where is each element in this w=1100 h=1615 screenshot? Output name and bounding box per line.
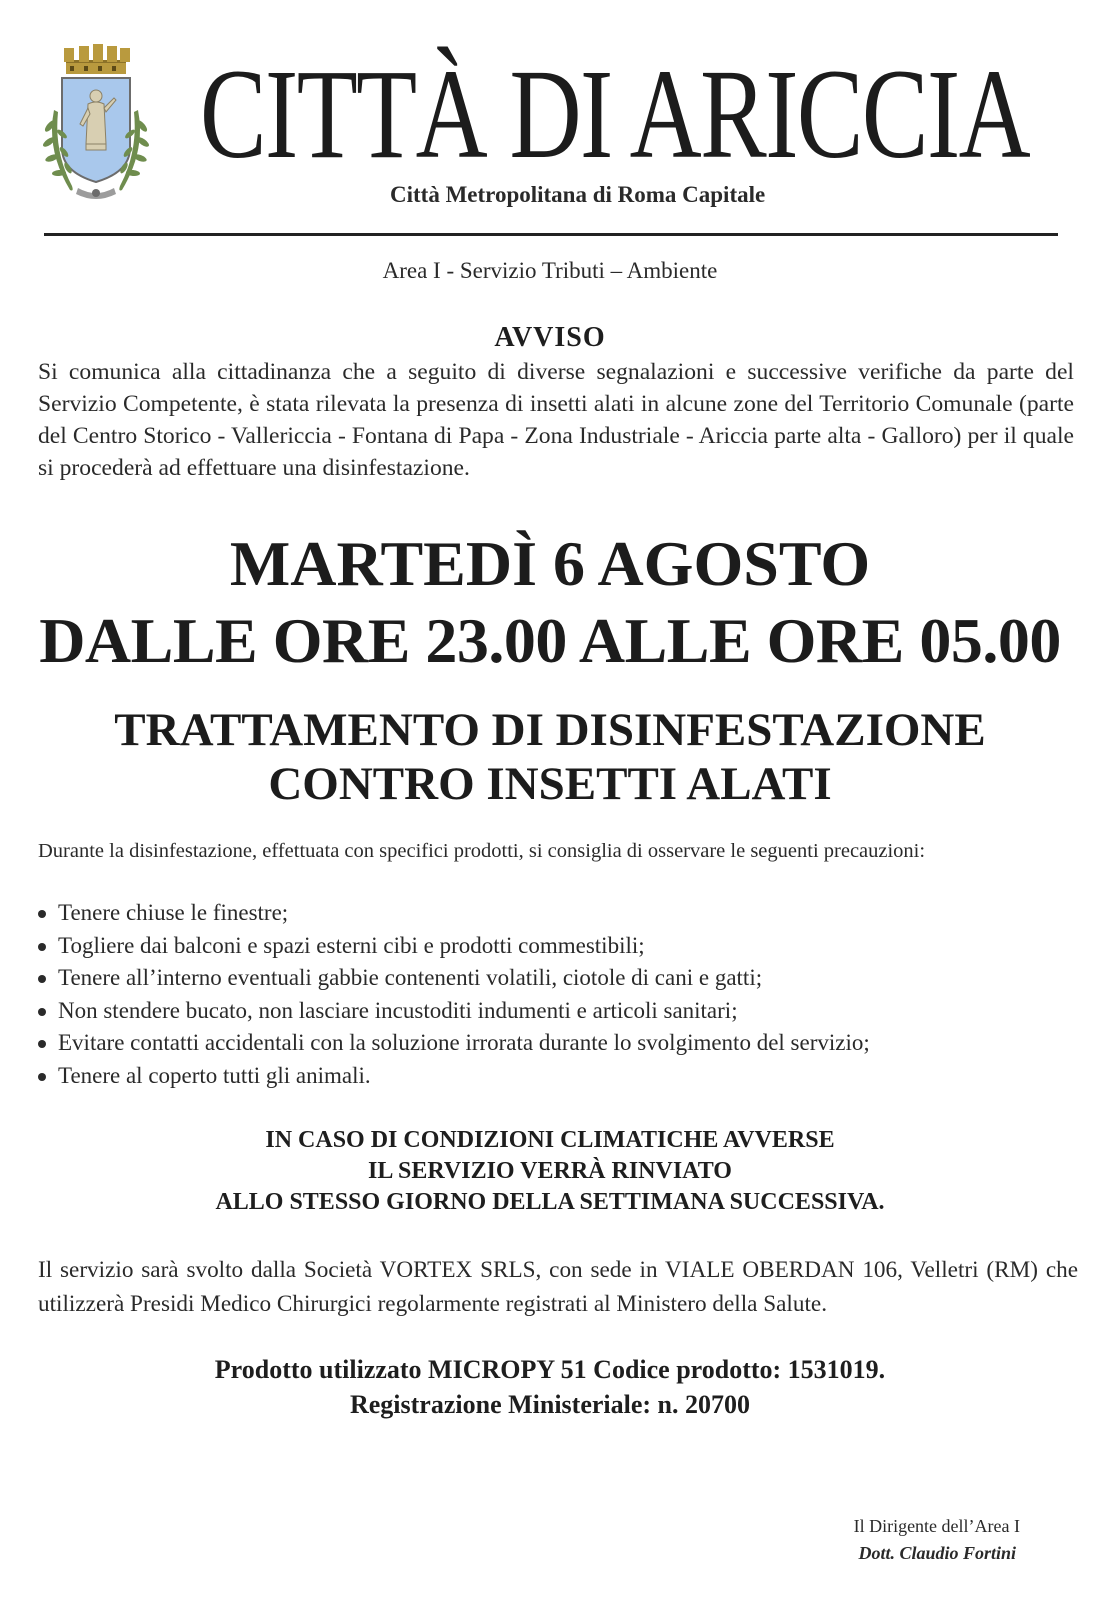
precautions-list (36, 897, 1076, 1092)
list-item-text: Togliere dai balconi e spazi esterni cibi e prodotti commestibili; (58, 932, 645, 958)
city-crest-icon (40, 40, 152, 208)
list-item (36, 930, 1076, 963)
bullet-icon (38, 975, 46, 983)
list-item-text: Tenere chiuse le finestre; (58, 900, 289, 925)
treatment-title-line-2: CONTRO INSETTI ALATI (268, 758, 832, 810)
product-info-line-2: Registrazione Ministeriale: n. 20700 (349, 1390, 751, 1419)
schedule-date: MARTEDÌ 6 AGOSTO (229, 528, 871, 599)
notice-body: Si comunica alla cittadinanza che a seguito di diverse segnalazioni e successive verifiche da parte del Servizio Competente, è stata rilevata la presenza di insetti alati in alcune zone del Territorio Comunale (parte del Centro Storico - Vallericcia - Fontana di Papa - Zona Industriale - Ariccia parte alta - Galloro) per il quale si procederà ad effettuare una disinfestazione. (38, 359, 1074, 481)
office-line: Area I - Servizio Tributi – Ambiente (382, 258, 718, 283)
bullet-icon (38, 943, 46, 951)
list-item (36, 962, 1076, 995)
weather-notice-line-2: IL SERVIZIO VERRÀ RINVIATO (368, 1158, 732, 1184)
weather-notice-line-1: IN CASO DI CONDIZIONI CLIMATICHE AVVERSE (265, 1127, 835, 1153)
bullet-icon (38, 1073, 46, 1081)
bullet-icon (38, 910, 46, 918)
city-title: CITTÀ DI ARICCIA (200, 43, 1030, 185)
list-item-text: Tenere al coperto tutti gli animali. (58, 1062, 371, 1088)
notice-heading: AVVISO (494, 322, 606, 353)
list-item (36, 1060, 1076, 1093)
treatment-title-line-1: TRATTAMENTO DI DISINFESTAZIONE (114, 704, 986, 756)
signatory-name: Dott. Claudio Fortini (858, 1543, 1016, 1563)
list-item-text: Tenere all’interno eventuali gabbie contenenti volatili, ciotole di cani e gatti; (58, 965, 763, 990)
ribbon-icon (76, 188, 116, 199)
precautions-intro: Durante la disinfestazione, effettuata con specifici prodotti, si consiglia di osservare le seguenti precauzioni: (38, 840, 926, 862)
header-divider (44, 233, 1058, 236)
list-item (36, 1027, 1076, 1060)
list-item (36, 995, 1076, 1028)
signatory-role: Il Dirigente dell’Area I (853, 1516, 1020, 1536)
weather-notice-line-3: ALLO STESSO GIORNO DELLA SETTIMANA SUCCESSIVA. (215, 1189, 885, 1215)
bullet-icon (38, 1040, 46, 1048)
city-subtitle: Città Metropolitana di Roma Capitale (390, 182, 766, 207)
schedule-time: DALLE ORE 23.00 ALLE ORE 05.00 (39, 605, 1061, 676)
list-item (36, 897, 1076, 930)
product-info-line-1: Prodotto utilizzato MICROPY 51 Codice prodotto: 1531019. (214, 1355, 886, 1384)
list-item-text: Non stendere bucato, non lasciare incustoditi indumenti e articoli sanitari; (58, 997, 738, 1023)
list-item-text: Evitare contatti accidentali con la soluzione irrorata durante lo svolgimento del servizio; (58, 1030, 870, 1055)
bullet-icon (38, 1008, 46, 1016)
service-info: Il servizio sarà svolto dalla Società VORTEX SRLS, con sede in VIALE OBERDAN 106, Velletri (RM) che utilizzerà Presidi Medico Chirurgici regolarmente registrati al Ministero della Salute. (38, 1257, 1078, 1317)
crown-icon (64, 44, 130, 74)
